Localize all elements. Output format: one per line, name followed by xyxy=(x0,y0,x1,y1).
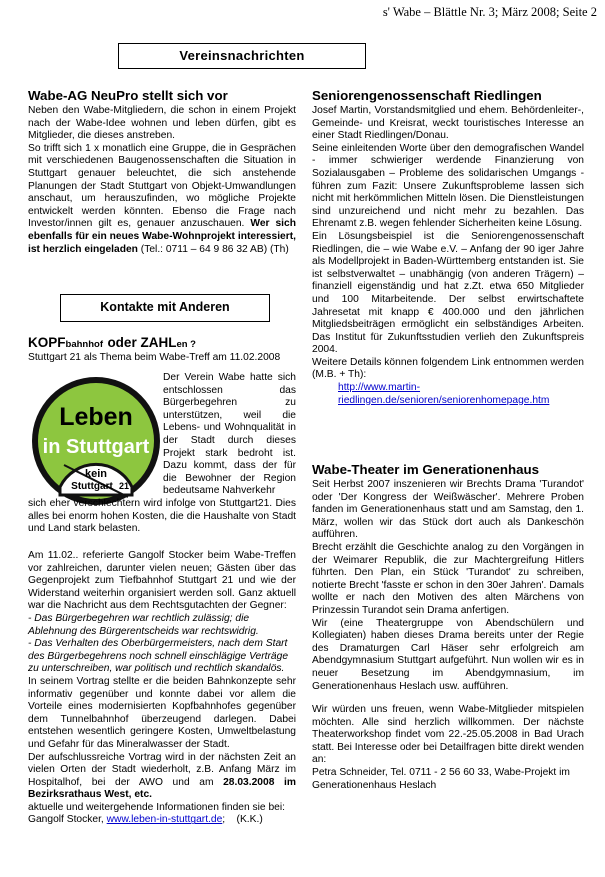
paragraph: Ein Lösungsbeispiel ist die Seniorengenossenschaft Riedlingen, die – wie Wabe e.V. – Anfang der 90 iger Jahre als Modellprojekt in Baden-Württemberg entstanden ist. Sie ist selbstverwaltet – unabhängig (von anderen Trägern) – finanziell eigenständig und hat z.Zt. etwa 650 Mitglieder und 100 Mitarbeitende. Der selbst erwirtschaftete Jahresetat mit knapp € 400.000 und den jährlichen Mitgliedsbeiträgen ermöglicht ein selbständiges Arbeiten. Das Institut für Zukunftsstudien verlieh den Zukunftspreis 2004. xyxy=(312,230,584,356)
article-title: Wabe-AG NeuPro stellt sich vor xyxy=(28,88,228,103)
paragraph: aktuelle und weitergehende Informationen finden sie bei: xyxy=(28,801,285,813)
logo-text-leben: Leben xyxy=(59,403,133,431)
article-senioren xyxy=(312,88,584,407)
section-box-vereinsnachrichten: Vereinsnachrichten xyxy=(118,43,366,69)
paragraph: sich eher verschlechtern wird infolge von Stuttgart21. Dies alles bei enorm hohen Kosten, die die Haushalte von Stadt und Land stark belasten. xyxy=(28,498,296,535)
paragraph: Petra Schneider, Tel. 0711 - 2 56 60 33, Wabe-Projekt im Generationenhaus Heslach xyxy=(312,767,570,791)
article-kopfbahnhof-body xyxy=(28,550,296,827)
subtitle: Stuttgart 21 als Thema beim Wabe-Treff am 11.02.2008 xyxy=(28,352,281,363)
paragraph: Wir (eine Theatergruppe von Abendschülern und Kollegiaten) haben dieses Drama bereits unter der Regie des Dramaturgen Carl Häser sehr erfolgreich am Abendgymnasium Stuttgart aufgeführt. Nun wollen wir es in neuer Besetzung im Abendgymnasium, im Generationenhaus Heslach usw. aufführen. xyxy=(312,617,584,692)
article-title: Seniorengenossenschaft Riedlingen xyxy=(312,88,542,103)
article-title: Wabe-Theater im Generationenhaus xyxy=(312,462,540,477)
paragraph-float: Der Verein Wabe hatte sich entschlossen das Bürgerbegehren zu unterstützen, weil die Lebens- und Wohnqualität in der Stadt durch dieses Projekt stark bedroht ist. Dazu kommt, dass der für die Bewohner der Region bedeutsame Nahverkehr xyxy=(163,372,296,497)
paragraph: Wir würden uns freuen, wenn Wabe-Mitglieder mitspielen möchten. Alle sind herzlich willkommen. Der nächste Theaterworkshop findet vom 22.-25.05.2008 in Bad Urach statt. Bei Interesse oder bei Detailfragen bitte direkt wenden an: xyxy=(312,704,584,766)
logo-text-in-stuttgart: in Stuttgart xyxy=(42,436,150,458)
link-leben-in-stuttgart[interactable]: www.leben-in-stuttgart.de xyxy=(106,814,223,826)
paragraph: In seinem Vortrag stellte er die beiden Bahnkonzepte sehr informativ gegenüber und konnte dabei vor allem die Vorteile eines modernisierten Kopfbahnhofes gegenüber dem Tunnelbahnhof überzeugend darlegen. Dabei entstehen wesentlich geringere Kosten, Umweltbelastung und Gefahr für das Mineralwasser der Stadt. xyxy=(28,675,296,750)
paragraph: Josef Martin, Vorstandsmitglied und ehem. Behördenleiter-, Gemeinde- und Kreisrat, weckt touristisches Interesse an einer Stadt Riedlingen/Donau. xyxy=(312,105,584,142)
article-kopfbahnhof-heading: KOPFbahnhof oder ZAHLen ? Stuttgart 21 als Thema beim Wabe-Treff am 11.02.2008 xyxy=(28,334,296,363)
logo-text-stuttgart: Stuttgart xyxy=(71,481,113,492)
paragraph: Am 11.02.. referierte Gangolf Stocker beim Wabe-Treffen vor zahlreichen, darunter vielen neuen; Gästen über das Gegenprojekt zum Tiefbahnhof Stuttgart 21 und wie der Widerstand weiterhin organisiert werden soll. Ganz aktuell war die Nachricht aus dem Rechtsgutachten der Gegner: xyxy=(28,550,296,612)
bold-invitation: Wer sich ebenfalls für ein neues Wabe-Wohnprojekt interessiert, ist herzlich eingeladen xyxy=(28,218,296,255)
paragraph: Weitere Details können folgendem Link entnommen werden (M.B. + Th): xyxy=(312,356,584,381)
quote: - Das Bürgerbegehren war rechtlich zulässig; die Ablehnung des Bürgerentscheids war rechtswidrig. xyxy=(28,612,259,637)
article-neupro xyxy=(28,88,296,256)
page-header: s' Wabe – Blättle Nr. 3; März 2008; Seite 2 xyxy=(382,5,597,19)
paragraph: Der aufschlussreiche Vortrag wird in der nächsten Zeit an vielen Orten der Stadt wiederholt, z.B. Anfang März im Hospitalhof, bei der AWO und am 28.03.2008 im Bezirksrathaus West, etc. xyxy=(28,751,296,801)
paragraph: So trifft sich 1 x monatlich eine Gruppe, die in Gesprächen mit verschiedenen Baugenossenschaften die Situation in Stuttgart genauer beleuchtet, die sich anstehende Planungen der Stadt Stuttgart von Objekt-Umwandlungen anschaut, um herauszufinden, wo mögliche Projekte entwickelt werden könnten. Ebenso die Frage nach Investor/innen gilt es, genauer anzuschauen. Wer sich ebenfalls für ein neues Wabe-Wohnprojekt interessiert, ist herzlich eingeladen (Tel.: 0711 – 64 9 86 32 AB) (Th) xyxy=(28,142,296,255)
paragraph: Neben den Wabe-Mitgliedern, die schon in einem Projekt nach der Wabe-Idee wohnen und leben dürfen, gibt es Mitglieder, die dieses anstreben. xyxy=(28,105,296,142)
paragraph: Brecht erzählt die Geschichte analog zu den Vorgängen in der Weimarer Republik, die zur Machtergreifung Hitlers führten. Den Plan, ein Stück 'Turandot' zu schreiben, notierte Brecht 'fasste er schon in den 30er Jahren'. Damals wollte er nach den Motiven des alten Märchens von Prinzessin Turandot sein Drama anfertigen. xyxy=(312,541,584,616)
quote: - Das Verhalten des Oberbürgermeisters, nach dem Start des Bürgerbegehrens noch schnell einschlägige Verträge zu unterschreiben, war politisch und rechtlich skandalös. xyxy=(28,638,289,675)
link-martin-riedlingen[interactable]: http://www.martin-riedlingen.de/senioren/seniorenhomepage.htm xyxy=(338,382,550,406)
article-theater xyxy=(312,462,584,792)
paragraph: Seine einleitenden Worte über den demografischen Wandel - immer schwieriger werdende Finanzierung von Sozialausgaben – Probleme des solidarischen Umgangs - führen zum Fazit: Unsere Zukunftsprobleme lassen sich nicht mit herkömmlichen Mitteln lösen. Die Dienstleistungen sind unzureichend und nicht mehr zu bezahlen. Das Ehrenamt z.B. wegen fehlender Sicherheiten keine Lösung. xyxy=(312,142,584,230)
logo-text-21: 21 xyxy=(118,481,130,491)
contact-line: Gangolf Stocker, www.leben-in-stuttgart.de; (K.K.) xyxy=(28,814,263,826)
leben-in-stuttgart-logo xyxy=(30,375,162,507)
logo-text-kein: kein xyxy=(84,468,108,480)
section-box-kontakte: Kontakte mit Anderen xyxy=(60,294,270,322)
paragraph: Seit Herbst 2007 inszenieren wir Brechts Drama 'Turandot' oder 'Der Kongress der Weißwäscher'. Mehrere Proben fanden im Generationenhaus statt und am Samstag, den 1. März, wollen wir das Stück dort auch als Dankeschön aufführen. xyxy=(312,479,584,541)
